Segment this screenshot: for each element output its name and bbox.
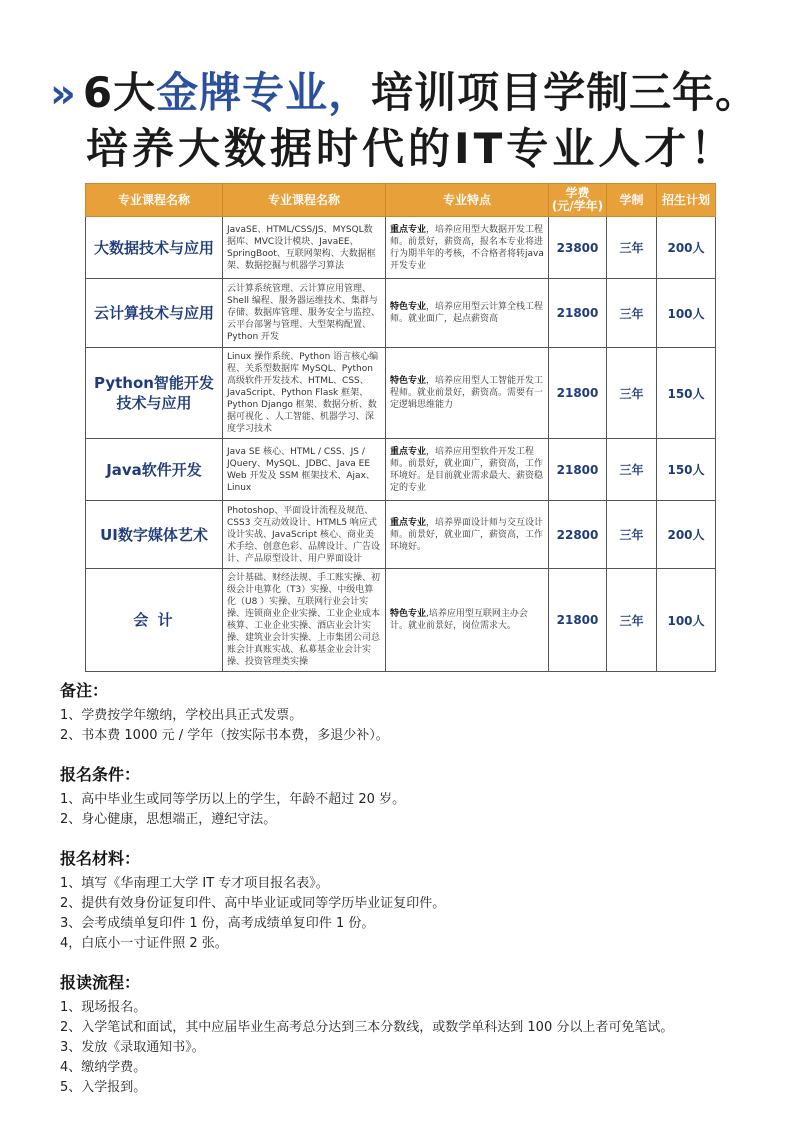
section-line: 4、缴纳学费。	[60, 1060, 147, 1075]
table-row	[86, 217, 716, 279]
feature-tag: 特色专业	[390, 302, 427, 312]
notes-section	[60, 680, 780, 746]
program-name: 大数据技术与应用	[86, 217, 223, 279]
headline-number: 6大	[82, 68, 157, 117]
section-line: 3、发放《录取通知书》。	[60, 1040, 205, 1055]
program-fee: 21800	[549, 569, 607, 672]
feature-tag: 特色专业	[390, 376, 427, 386]
section-line: 2、身心健康，思想端正，遵纪守法。	[60, 812, 277, 827]
program-fee: 21800	[549, 279, 607, 348]
program-fee: 23800	[549, 217, 607, 279]
info-sections	[60, 680, 780, 1116]
section-line: 1、现场报名。	[60, 1000, 147, 1015]
program-fee: 21800	[549, 348, 607, 439]
program-plan: 150人	[657, 348, 716, 439]
section-title: 报读流程：	[60, 973, 141, 992]
program-feature	[386, 439, 549, 501]
program-content: Photoshop、平面设计流程及规范、CSS3 交互动效设计、HTML5 响应式设计实战、JavaScript 核心、商业美术手绘、创意色彩、品牌设计、广告设计、产品原型设计、用户界面设计	[223, 501, 386, 569]
feature-tag: 重点专业	[390, 224, 427, 235]
program-fee: 21800	[549, 439, 607, 501]
program-plan: 100人	[657, 569, 716, 672]
program-name: 会 计	[86, 569, 223, 672]
program-feature	[386, 569, 549, 672]
table-row	[86, 569, 716, 672]
program-content: 会计基础、财经法规、手工账实操、初级会计电算化（T3）实操、中级电算化（U8 ）实操、互联网行业会计实操、连锁商业企业实操、工业企业成本核算、工业企业实操、酒店业会计实操、建筑业会计实操、上市集团公司总账会计真账实战、私募基金业会计实操、投资管理类实操	[223, 569, 386, 672]
program-name: Python智能开发技术与应用	[86, 348, 223, 439]
program-feature	[386, 279, 549, 348]
feature-text: ，培养应用型人工智能开发工程师。就业前景好，薪资高。需要有一定逻辑思维能力	[390, 376, 544, 410]
program-content: Java SE 核心、HTML / CSS、JS / JQuery、MySQL、JDBC、Java EE Web 开发及 SSM 框架技术、Ajax、Linux	[223, 439, 386, 501]
program-table	[85, 183, 716, 672]
program-plan: 200人	[657, 217, 716, 279]
table-header-row	[86, 184, 716, 217]
headline-line-2: 培养大数据时代的IT专业人才！	[86, 124, 737, 173]
program-duration: 三年	[607, 279, 657, 348]
header-cell: 专业课程名称	[223, 184, 386, 217]
program-plan: 150人	[657, 439, 716, 501]
section-title: 报名材料：	[60, 849, 141, 868]
feature-tag: 特色专业	[390, 609, 427, 619]
header-cell: 专业特点	[386, 184, 549, 217]
header-cell: 专业课程名称	[86, 184, 223, 217]
feature-text: ,培养应用型互联网主办会计。就业前景好，岗位需求大。	[390, 609, 528, 631]
section-title: 备注：	[60, 681, 109, 700]
materials-section	[60, 848, 780, 954]
program-content: JavaSE、HTML/CSS/JS、MYSQL数据库、MVC设计模块、JavaEE、SpringBoot、互联网架构、大数据框架、数据挖掘与机器学习算法	[223, 217, 386, 279]
table-row	[86, 348, 716, 439]
section-title: 报名条件：	[60, 765, 141, 784]
section-line: 5、入学报到。	[60, 1080, 147, 1095]
section-line: 2、入学笔试和面试，其中应届毕业生高考总分达到三本分数线，或数学单科达到 100 分以上者可免笔试。	[60, 1020, 674, 1035]
program-name: 云计算技术与应用	[86, 279, 223, 348]
program-plan: 100人	[657, 279, 716, 348]
header-cell: 学费 (元/学年)	[549, 184, 607, 217]
header-cell: 招生计划	[657, 184, 716, 217]
program-name: Java软件开发	[86, 439, 223, 501]
section-line: 1、填写《华南理工大学 IT 专才项目报名表》。	[60, 876, 329, 891]
program-duration: 三年	[607, 439, 657, 501]
program-duration: 三年	[607, 217, 657, 279]
feature-text: ，培养应用型大数据开发工程师。前景好，薪资高，报名本专业将进行为期半年的考核，不合格者将转java开发专业	[390, 224, 544, 271]
feature-tag: 重点专业	[390, 517, 427, 528]
section-line: 4，白底小一寸证件照 2 张。	[60, 936, 228, 951]
program-feature	[386, 217, 549, 279]
section-line: 1、高中毕业生或同等学历以上的学生，年龄不超过 20 岁。	[60, 792, 406, 807]
table-row	[86, 279, 716, 348]
feature-text: ，培养界面设计师与交互设计师。前景好，就业面广，薪资高，工作环境好。	[390, 517, 544, 552]
feature-text: ，培养应用型云计算全栈工程师。就业面广，起点薪资高	[390, 302, 544, 324]
program-duration: 三年	[607, 501, 657, 569]
headline-accent: 金牌专业，	[156, 68, 372, 117]
process-section	[60, 972, 780, 1098]
program-feature	[386, 501, 549, 569]
table-row	[86, 501, 716, 569]
section-line: 2、提供有效身份证复印件、高中毕业证或同等学历毕业证复印件。	[60, 896, 446, 911]
feature-text: ，培养应用型软件开发工程师。前景好，就业面广，薪资高，工作环境好。是目前就业需求最大、薪资稳定的专业	[390, 446, 544, 493]
table-row	[86, 439, 716, 501]
double-chevron-icon: »	[50, 71, 77, 117]
program-duration: 三年	[607, 569, 657, 672]
header-cell: 学制	[607, 184, 657, 217]
program-content: 云计算系统管理、云计算应用管理、Shell 编程、服务器运维技术、集群与存储、数据库管理、服务安全与监控、云平台部署与管理、大型架构配置、Python 开发	[223, 279, 386, 348]
section-line: 3、会考成绩单复印件 1 份，高考成绩单复印件 1 份。	[60, 916, 375, 931]
program-fee: 22800	[549, 501, 607, 569]
feature-tag: 重点专业	[390, 446, 427, 457]
requirements-section	[60, 764, 780, 830]
headline-line-1	[50, 60, 758, 120]
headline-rest: 培训项目学制三年。	[371, 68, 759, 117]
program-duration: 三年	[607, 348, 657, 439]
program-plan: 200人	[657, 501, 716, 569]
program-content: Linux 操作系统、Python 语言核心编程、关系型数据库 MySQL、Python 高级软件开发技术、HTML、CSS、JavaScript、Python Flask 框架、Python Django 框架、数据分析、数据可视化 、人工智能、机器学习、深度学习技术	[223, 348, 386, 439]
section-line: 1、学费按学年缴纳，学校出具正式发票。	[60, 708, 303, 723]
program-feature	[386, 348, 549, 439]
section-line: 2、书本费 1000 元 / 学年（按实际书本费，多退少补）。	[60, 728, 389, 743]
program-name: UI数字媒体艺术	[86, 501, 223, 569]
